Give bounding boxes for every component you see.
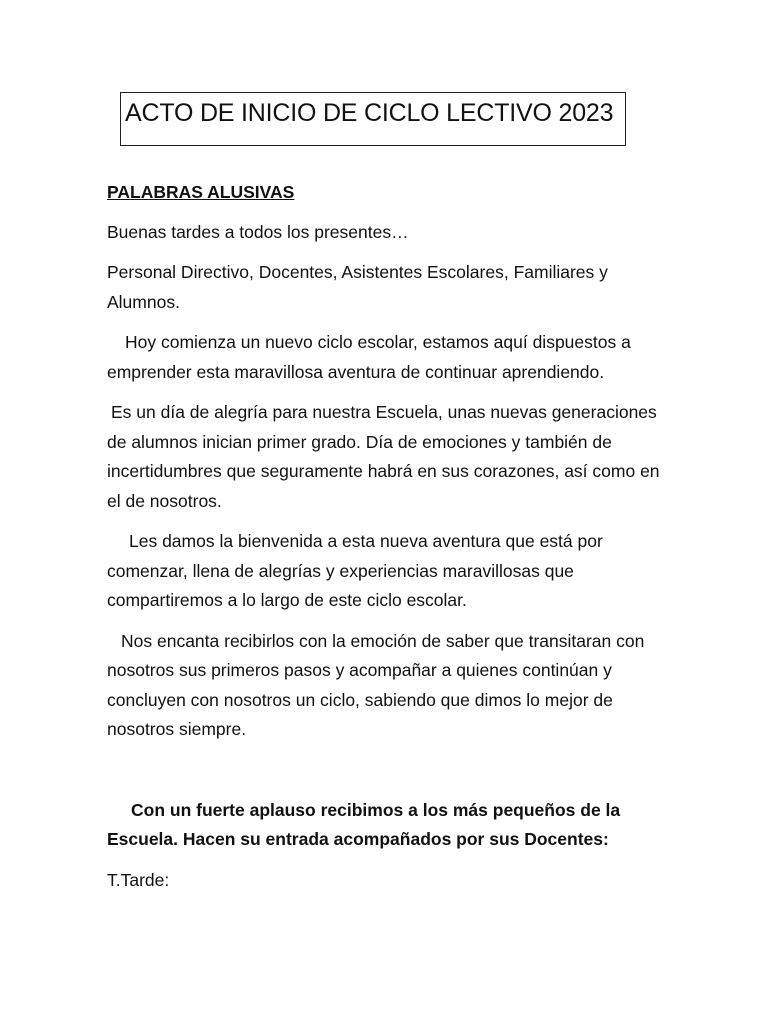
paragraph-4: Nos encanta recibirlos con la emoción de saber que transitaran con nosotros sus primeros pasos y acompañar a quienes continúan y concluyen con nosotros un ciclo, sabiendo que dimos lo mejor de nosotros siempre. [107,630,645,739]
greeting-line: Buenas tardes a todos los presentes… [107,221,409,242]
paragraph-1: Hoy comienza un nuevo ciclo escolar, estamos aquí dispuestos a emprender esta maravillosa aventura de continuar aprendiendo. [107,332,631,382]
applause-paragraph: Con un fuerte aplauso recibimos a los más pequeños de la Escuela. Hacen su entrada acompañados por sus Docentes: [107,799,621,849]
addressees-paragraph: Personal Directivo, Docentes, Asistentes Escolares, Familiares y Alumnos. [107,262,608,312]
paragraph-2: Es un día de alegría para nuestra Escuela, unas nuevas generaciones de alumnos inician primer grado. Día de emociones y también de incertidumbres que seguramente habrá en sus corazones, así como en el de nosotros. [107,402,660,511]
shift-label: T.Tarde: [107,869,170,890]
document-title: ACTO DE INICIO DE CICLO LECTIVO 2023 [125,99,614,127]
section-heading: PALABRAS ALUSIVAS [107,182,295,202]
blank-space [107,756,667,796]
paragraph-3: Les damos la bienvenida a esta nueva aventura que está por comenzar, llena de alegrías y experiencias maravillosas que compartiremos a lo largo de este ciclo escolar. [107,531,603,610]
title-box [120,92,626,146]
document-body [107,178,667,906]
